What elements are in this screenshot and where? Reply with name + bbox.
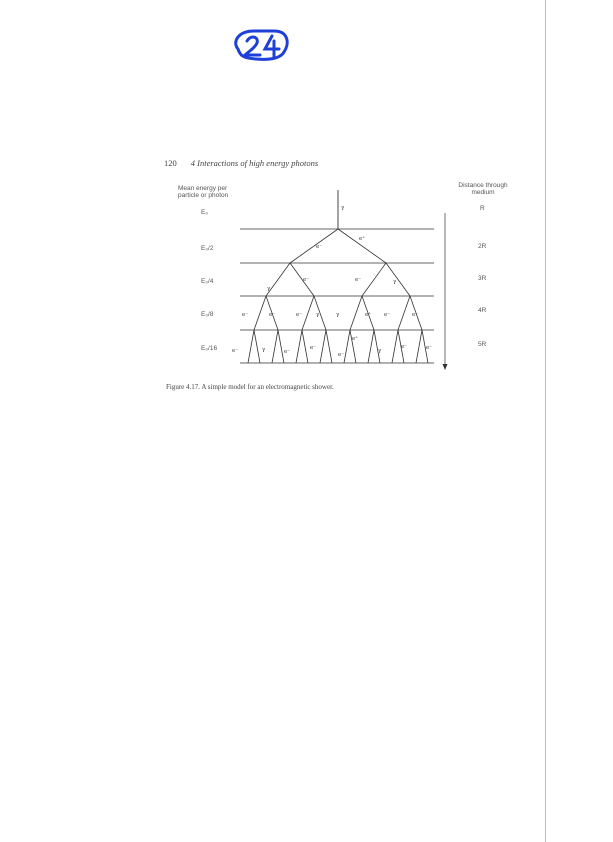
particle-label-positron: e⁺ bbox=[359, 236, 366, 242]
distance-heading: Distance through medium bbox=[458, 182, 508, 196]
particle-label-positron: e⁺ bbox=[352, 336, 359, 342]
shower-branch-track bbox=[290, 263, 314, 296]
shower-branch-track bbox=[344, 330, 350, 363]
particle-label-electron: e⁻ bbox=[284, 349, 291, 355]
particle-label-electron: e⁻ bbox=[303, 277, 310, 283]
particle-label-photon: γ bbox=[393, 279, 397, 285]
energy-label: E₀/2 bbox=[201, 245, 214, 252]
particle-label-electron: e⁻ bbox=[384, 312, 391, 318]
distance-label: R bbox=[480, 205, 485, 212]
shower-branch-track bbox=[368, 330, 374, 363]
particle-label-photon: γ bbox=[378, 348, 382, 354]
particle-label-electron: e⁻ bbox=[242, 312, 249, 318]
shower-branch-track bbox=[398, 296, 410, 330]
shower-branch-track bbox=[320, 330, 326, 363]
page-number: 120 bbox=[164, 158, 177, 168]
distance-label: 5R bbox=[478, 341, 487, 348]
shower-branch-track bbox=[278, 330, 284, 363]
shower-branch-track bbox=[374, 330, 380, 363]
particle-label-electron: e⁻ bbox=[269, 312, 276, 318]
distance-label: 3R bbox=[478, 275, 487, 282]
particle-label-photon: γ bbox=[341, 205, 345, 211]
shower-branch-track bbox=[362, 263, 386, 296]
distance-label: 2R bbox=[478, 243, 487, 250]
particle-label-photon: γ bbox=[316, 312, 320, 318]
particle-label-electron: e⁻ bbox=[401, 344, 408, 350]
particle-label-electron: e⁻ bbox=[338, 352, 345, 358]
particle-label-photon: γ bbox=[336, 312, 340, 318]
distance-axis-arrowhead bbox=[443, 364, 448, 370]
shower-branch-track bbox=[386, 263, 410, 296]
shower-branch-track bbox=[272, 330, 278, 363]
shower-branch-track bbox=[302, 330, 308, 363]
shower-branch-track bbox=[338, 229, 386, 263]
shower-branch-track bbox=[326, 330, 332, 363]
particle-label-photon: γ bbox=[267, 286, 271, 292]
distance-label: 4R bbox=[478, 307, 487, 314]
shower-branch-track bbox=[290, 229, 338, 263]
energy-label: E₀/8 bbox=[201, 311, 214, 318]
shower-branch-track bbox=[350, 330, 359, 363]
shower-branch-track bbox=[302, 296, 314, 330]
figure-caption: Figure 4.17. A simple model for an electromagnetic shower. bbox=[166, 383, 334, 391]
particle-label-electron: e⁻ bbox=[426, 345, 433, 351]
energy-label: E₀ bbox=[201, 209, 209, 216]
running-title: 4 Interactions of high energy photons bbox=[190, 158, 319, 168]
mean-energy-heading: Mean energy per particle or photon bbox=[178, 185, 229, 199]
shower-branch-track bbox=[392, 330, 398, 363]
shower-branch-track bbox=[254, 296, 266, 330]
particle-label-electron: e⁻ bbox=[412, 312, 419, 318]
particle-label-electron: e⁻ bbox=[310, 345, 317, 351]
energy-label: E₀/16 bbox=[201, 345, 218, 352]
shower-branch-track bbox=[248, 330, 254, 363]
shower-branch-track bbox=[416, 330, 422, 363]
particle-label-positron: e⁺ bbox=[365, 312, 372, 318]
particle-label-electron: e⁻ bbox=[355, 277, 362, 283]
shower-branch-track bbox=[254, 330, 260, 363]
energy-label: E₀/4 bbox=[201, 278, 214, 285]
shower-branch-track bbox=[296, 330, 302, 363]
particle-label-photon: γ bbox=[262, 347, 266, 353]
shower-branch-track bbox=[350, 296, 362, 330]
particle-label-electron: e⁻ bbox=[232, 348, 239, 354]
particle-label-electron: e⁻ bbox=[296, 312, 303, 318]
particle-label-electron: e⁻ bbox=[316, 244, 323, 250]
